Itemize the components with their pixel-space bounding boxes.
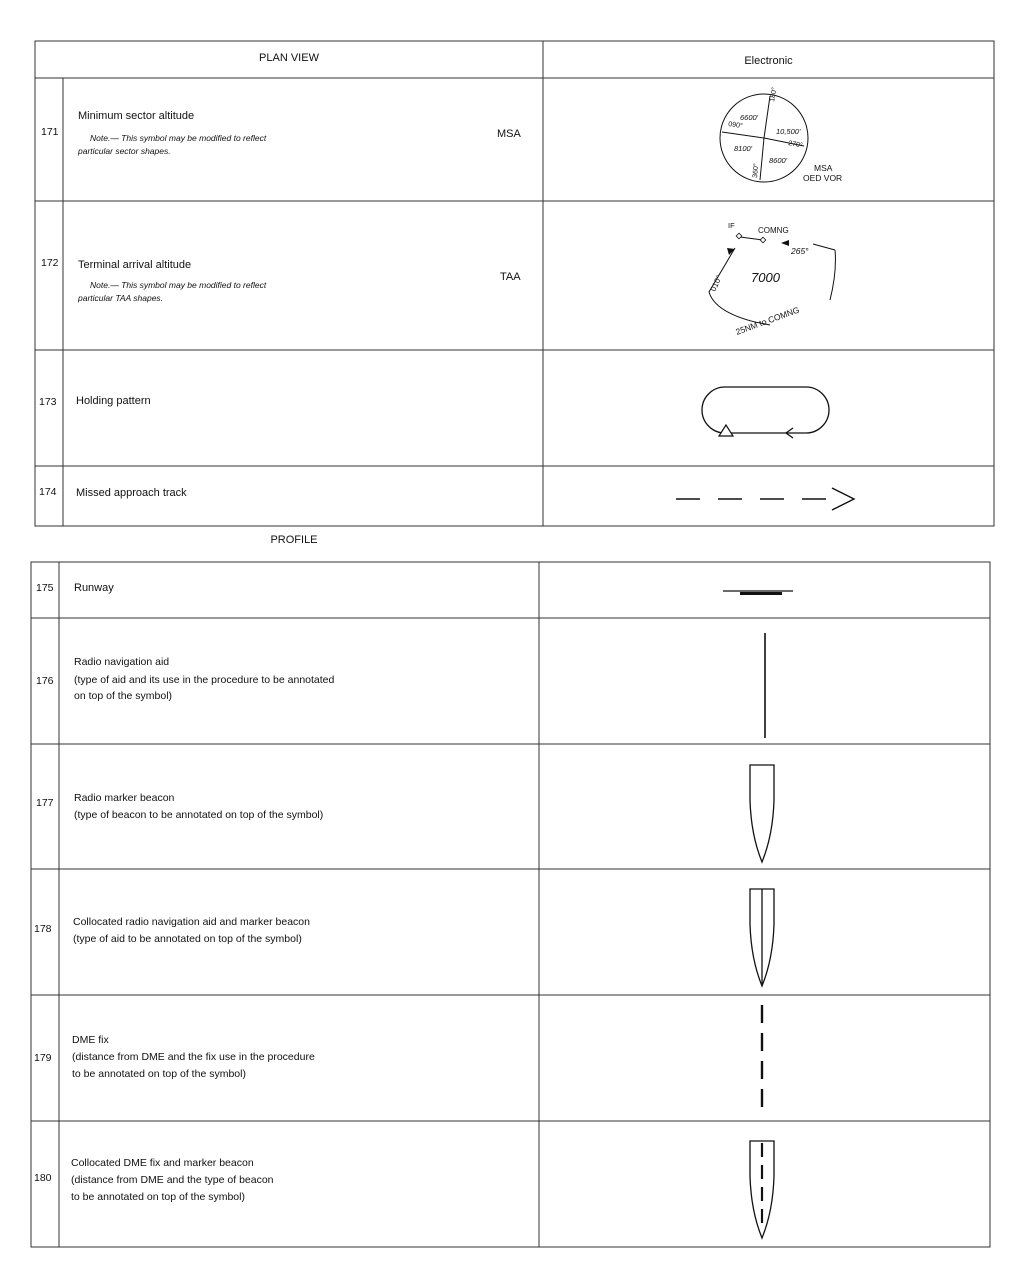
row-description: to be annotated on top of the symbol) — [71, 1191, 245, 1203]
taa-bearing-right: 265° — [791, 246, 809, 256]
electronic-header: Electronic — [744, 55, 793, 67]
row-title: Holding pattern — [76, 395, 151, 407]
row-description: to be annotated on top of the symbol) — [72, 1068, 246, 1080]
row-title: DME fix — [72, 1034, 109, 1046]
row-title: Terminal arrival altitude — [78, 259, 192, 271]
msa-bearing: 180° — [769, 86, 779, 103]
runway-symbol — [718, 582, 798, 602]
row-number: 177 — [36, 797, 54, 809]
row-number: 173 — [39, 396, 57, 408]
row-number: 180 — [34, 1172, 52, 1184]
radio-marker-beacon-symbol — [742, 760, 782, 866]
msa-altitude: 8600' — [769, 156, 788, 165]
row-number: 175 — [36, 582, 54, 594]
collocated-navaid-marker-beacon-symbol — [742, 884, 782, 990]
collocated-dme-marker-beacon-symbol — [742, 1136, 782, 1242]
msa-symbol — [700, 80, 870, 200]
taa-if-label: IF — [728, 221, 735, 230]
row-title: Radio marker beacon — [74, 792, 175, 804]
fix-triangle-icon — [719, 425, 733, 436]
profile-header: PROFILE — [270, 534, 318, 546]
taa-altitude: 7000 — [751, 270, 780, 285]
row-note: particular sector shapes. — [78, 146, 171, 156]
taa-fix-label: COMNG — [758, 226, 789, 235]
taa-arc-label: 25NM to COMNG — [734, 304, 801, 337]
msa-altitude: 6600' — [740, 113, 759, 122]
taa-bearing-left: 010° — [708, 274, 724, 293]
taa-symbol — [695, 212, 865, 347]
row-title: Minimum sector altitude — [78, 110, 195, 122]
plan-view-header: PLAN VIEW — [259, 52, 319, 64]
row-description: (type of beacon to be annotated on top of the symbol) — [74, 809, 324, 821]
row-number: 171 — [41, 126, 59, 138]
comng-fix-icon — [760, 237, 766, 243]
msa-label: MSA — [814, 163, 833, 173]
row-note: Note.— This symbol may be modified to reflect — [90, 133, 267, 143]
arrow-head-icon — [781, 240, 789, 246]
row-number: 179 — [34, 1052, 52, 1064]
row-title: Runway — [74, 582, 114, 594]
row-abbreviation: MSA — [497, 128, 521, 140]
row-note: Note.— This symbol may be modified to reflect — [90, 280, 267, 290]
msa-altitude: 10,500' — [776, 127, 801, 136]
msa-bearing: 360° — [752, 163, 761, 179]
row-number: 172 — [41, 257, 59, 269]
row-abbreviation: TAA — [500, 271, 521, 283]
dme-fix-symbol — [752, 1002, 772, 1120]
msa-bearing: 090° — [727, 121, 744, 130]
row-title: Collocated DME fix and marker beacon — [71, 1157, 254, 1169]
msa-facility-label: OED VOR — [803, 173, 843, 183]
row-description: (distance from DME and the fix use in the procedure — [72, 1051, 315, 1063]
msa-bearing: 270° — [787, 140, 804, 150]
row-number: 178 — [34, 923, 52, 935]
row-title: Collocated radio navigation aid and marker beacon — [73, 916, 310, 928]
row-number: 174 — [39, 486, 57, 498]
row-description: (type of aid to be annotated on top of the symbol) — [73, 933, 302, 945]
row-title: Radio navigation aid — [74, 656, 170, 668]
radio-navigation-aid-symbol — [755, 630, 775, 742]
arrow-head-icon — [832, 488, 854, 510]
row-number: 176 — [36, 675, 54, 687]
row-note: particular TAA shapes. — [78, 293, 164, 303]
row-title: Missed approach track — [76, 487, 187, 499]
row-description: on top of the symbol) — [74, 690, 173, 702]
row-description: (distance from DME and the type of beacon — [71, 1174, 274, 1186]
holding-pattern-symbol — [695, 380, 840, 445]
row-description: (type of aid and its use in the procedure to be annotated — [74, 674, 335, 686]
missed-approach-track-symbol — [670, 482, 860, 517]
if-fix-icon — [736, 233, 742, 239]
msa-altitude: 8100' — [734, 144, 753, 153]
holding-track — [702, 387, 829, 433]
